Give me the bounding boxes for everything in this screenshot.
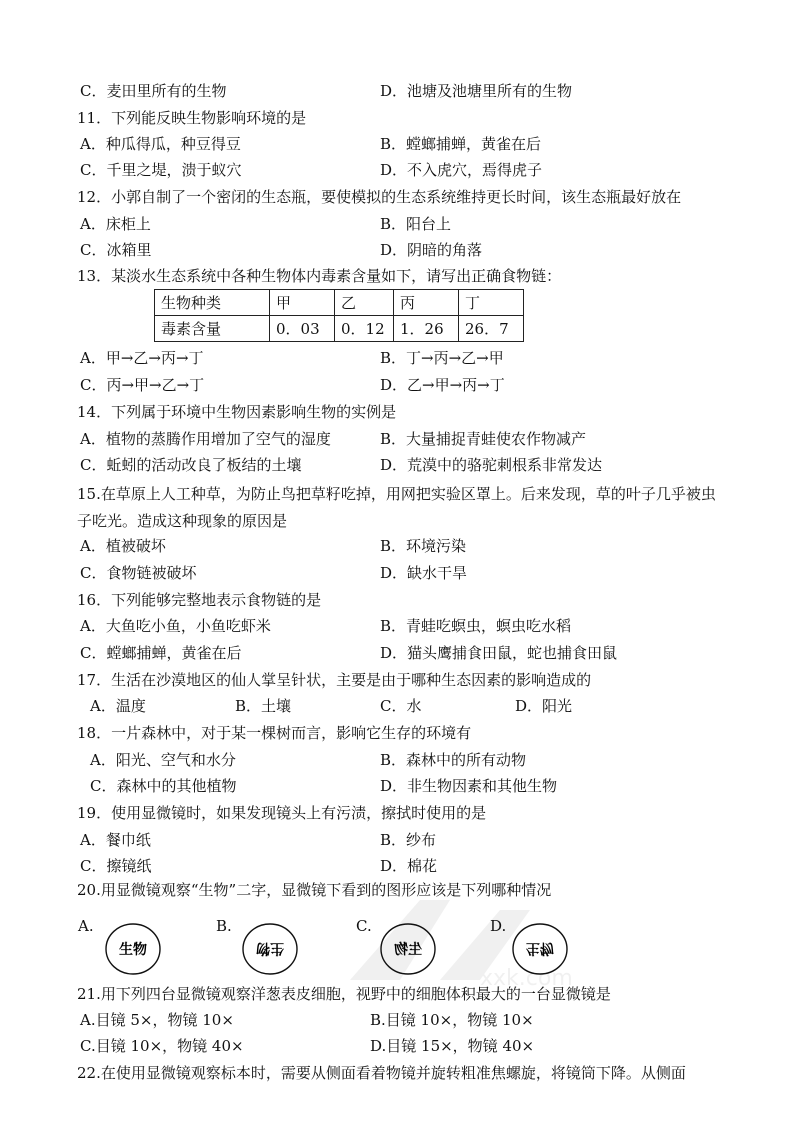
- q15-option-b: B．环境污染: [380, 537, 467, 555]
- q12-stem: 12．小郭自制了一个密闭的生态瓶，要使模拟的生态系统维持更长时间，该生态瓶最好放在: [77, 188, 682, 206]
- q16-option-d: D．猫头鹰捕食田鼠，蛇也捕食田鼠: [380, 644, 618, 662]
- q19-stem: 19．使用显微镜时，如果发现镜头上有污渍，擦拭时使用的是: [77, 804, 487, 822]
- q16-option-a: A．大鱼吃小鱼，小鱼吃虾米: [80, 617, 271, 635]
- q18-option-d: D．非生物因素和其他生物: [380, 777, 558, 795]
- q18-stem: 18．一片森林中，对于某一棵树而言，影响它生存的环境有: [77, 724, 472, 742]
- q11-stem: 11．下列能反映生物影响环境的是: [77, 109, 307, 127]
- q11-option-c: C．千里之堤，溃于蚁穴: [80, 161, 242, 179]
- q12-option-a: A．床柜上: [80, 215, 151, 233]
- q11-option-b: B．螳螂捕蝉，黄雀在后: [380, 135, 542, 153]
- q13-stem: 13．某淡水生态系统中各种生物体内毒素含量如下，请写出正确食物链：: [77, 267, 562, 285]
- q11-option-d: D．不入虎穴，焉得虎子: [380, 161, 543, 179]
- table-cell: 26．7: [459, 316, 524, 342]
- q17-option-b: B．土壤: [235, 697, 292, 715]
- table-header-cell: 丙: [394, 290, 459, 316]
- svg-text:生物: 生物: [256, 940, 284, 956]
- q20-label-a: A.: [78, 917, 94, 935]
- table-header-cell: 甲: [270, 290, 335, 316]
- q17-stem: 17．生活在沙漠地区的仙人掌呈针状，主要是由于哪种生态因素的影响造成的: [77, 671, 592, 689]
- q12-option-c: C．冰箱里: [80, 241, 152, 259]
- toxin-table: [154, 289, 524, 342]
- q19-option-a: A．餐巾纸: [80, 831, 151, 849]
- q19-option-d: D．棉花: [380, 857, 438, 875]
- table-cell: 1．26: [394, 316, 459, 342]
- q14-option-c: C．蚯蚓的活动改良了板结的土壤: [80, 456, 302, 474]
- q20-image-d: [510, 921, 570, 977]
- q12-option-b: B．阳台上: [380, 215, 452, 233]
- q13-option-d: D．乙→甲→丙→丁: [380, 376, 505, 394]
- q10-option-d: D．池塘及池塘里所有的生物: [380, 82, 573, 100]
- table-cell: 0．12: [335, 316, 394, 342]
- q13-option-b: B．丁→丙→乙→甲: [380, 349, 504, 367]
- q17-option-a: A．温度: [90, 697, 146, 715]
- q19-option-b: B．纱布: [380, 831, 437, 849]
- q21-option-d: D.目镜 15×，物镜 40×: [370, 1037, 535, 1055]
- table-header-cell: 丁: [459, 290, 524, 316]
- q21-option-b: B.目镜 10×，物镜 10×: [370, 1011, 534, 1029]
- q21-option-a: A.目镜 5×，物镜 10×: [80, 1011, 234, 1029]
- q20-stem: 20.用显微镜观察“生物”二字，显微镜下看到的图形应该是下列哪种情况: [77, 881, 552, 899]
- q14-option-a: A．植物的蒸腾作用增加了空气的湿度: [80, 430, 331, 448]
- svg-text:生物: 生物: [526, 940, 554, 956]
- q13-option-c: C．丙→甲→乙→丁: [80, 376, 205, 394]
- svg-text:xxk.com: xxk.com: [480, 966, 573, 991]
- q16-stem: 16．下列能够完整地表示食物链的是: [77, 591, 322, 609]
- table-cell: 0．03: [270, 316, 335, 342]
- q21-option-c: C.目镜 10×，物镜 40×: [80, 1037, 244, 1055]
- q14-stem: 14．下列属于环境中生物因素影响生物的实例是: [77, 403, 397, 421]
- q10-option-c: C．麦田里所有的生物: [80, 82, 227, 100]
- q19-option-c: C．擦镜纸: [80, 857, 152, 875]
- q20-image-c: [378, 921, 438, 977]
- q16-option-c: C．螳螂捕蝉，黄雀在后: [80, 644, 242, 662]
- q18-option-b: B．森林中的所有动物: [380, 751, 527, 769]
- q20-image-a: [103, 921, 163, 977]
- table-cell: 毒素含量: [155, 316, 270, 342]
- svg-text:生物: 生物: [394, 942, 422, 958]
- table-header-cell: 乙: [335, 290, 394, 316]
- svg-text:生物: 生物: [119, 942, 147, 958]
- q15-stem: 15.在草原上人工种草，为防止鸟把草籽吃掉，用网把实验区罩上。后来发现，草的叶子几乎被虫子吃光。造成这种现象的原因是: [77, 485, 716, 530]
- q14-option-d: D．荒漠中的骆驼刺根系非常发达: [380, 456, 603, 474]
- table-row: [155, 316, 524, 342]
- q22-stem: 22.在使用显微镜观察标本时，需要从侧面看着物镜并旋转粗准焦螺旋，将镜筒下降。从侧面: [77, 1064, 686, 1082]
- q15-option-c: C．食物链被破坏: [80, 564, 197, 582]
- q13-option-a: A．甲→乙→丙→丁: [80, 349, 204, 367]
- q18-option-a: A．阳光、空气和水分: [90, 751, 236, 769]
- q15-option-a: A．植被破坏: [80, 537, 166, 555]
- q20-label-b: B.: [216, 917, 232, 935]
- q15-option-d: D．缺水干旱: [380, 564, 468, 582]
- table-header-cell: 生物种类: [155, 290, 270, 316]
- q16-option-b: B．青蛙吃螟虫，螟虫吃水稻: [380, 617, 572, 635]
- q20-label-c: C.: [356, 917, 372, 935]
- q14-option-b: B．大量捕捉青蛙使农作物减产: [380, 430, 587, 448]
- q21-stem: 21.用下列四台显微镜观察洋葱表皮细胞，视野中的细胞体积最大的一台显微镜是: [77, 985, 611, 1003]
- q20-image-b: [240, 921, 300, 977]
- q20-label-d: D.: [490, 917, 507, 935]
- q18-option-c: C．森林中的其他植物: [90, 777, 237, 795]
- q11-option-a: A．种瓜得瓜，种豆得豆: [80, 135, 241, 153]
- q17-option-d: D．阳光: [515, 697, 573, 715]
- q17-option-c: C．水: [380, 697, 422, 715]
- table-row: [155, 290, 524, 316]
- q12-option-d: D．阴暗的角落: [380, 241, 483, 259]
